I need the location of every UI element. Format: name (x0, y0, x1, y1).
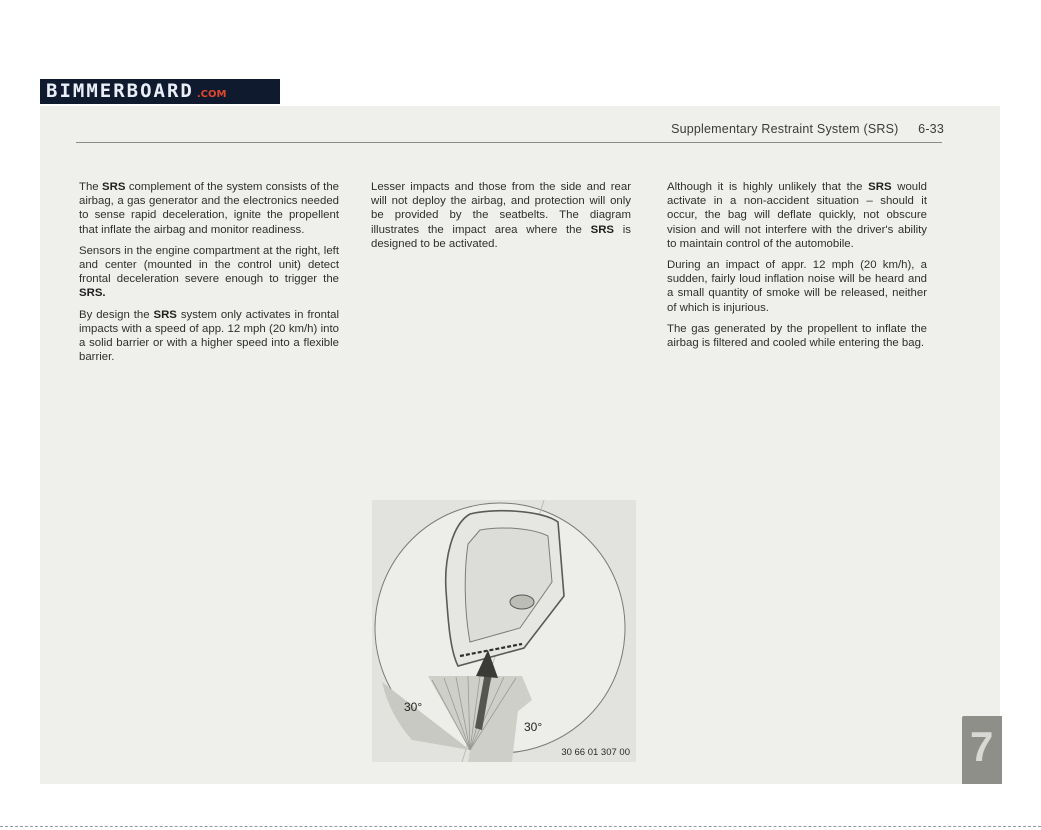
section-number: 7 (970, 723, 994, 770)
site-logo (40, 79, 280, 104)
page-header (671, 122, 944, 136)
header-title: Supplementary Restraint System (SRS) (671, 122, 899, 136)
paragraph: During an impact of appr. 12 mph (20 km/h), a sudden, fairly loud inflation noise will be heard and a small quantity of smoke will be released, neither of which is injurious. (667, 259, 927, 314)
manual-page (40, 106, 1000, 784)
emphasis: SRS (153, 308, 177, 321)
angle-label-right: 30° (524, 720, 543, 734)
logo-suffix: .COM (196, 88, 227, 100)
impact-area-diagram (372, 500, 636, 762)
section-tab (962, 716, 1002, 784)
angle-label-left: 30° (404, 700, 423, 714)
emphasis: SRS (102, 181, 126, 193)
paragraph: The SRS complement of the system consists of the airbag, a gas generator and the electronics needed to sense rapid deceleration, ignite the propellent that inflate the airbag and monitor readiness. (79, 181, 339, 236)
paragraph: Lesser impacts and those from the side and rear will not deploy the airbag, and protection will only be provided by the seatbelts. The diagram illustrates the impact area where the SRS is designed to be activated. (371, 181, 631, 250)
emphasis: SRS (868, 181, 892, 193)
page-number: 6-33 (918, 122, 944, 136)
paragraph: The gas generated by the propellent to inflate the airbag is filtered and cooled while entering the bag. (667, 322, 927, 350)
figure-code: 30 66 01 307 00 (561, 747, 630, 758)
paragraph: Although it is highly unlikely that the SRS would activate in a non-accident situation – should it occur, the bag will deflate quickly, not obscure vision and will not interfere with the driver's ability to maintain control of the automobile. (667, 181, 927, 250)
paragraph: Sensors in the engine compartment at the right, left and center (mounted in the control unit) detect frontal deceleration severe enough to trigger the SRS. (79, 244, 339, 300)
emphasis: SRS (590, 223, 615, 236)
steering-wheel (510, 595, 534, 609)
logo-wordmark: BIMMERBOARD (46, 80, 194, 102)
text-column-middle (371, 180, 631, 258)
text-column-right (667, 180, 927, 357)
paragraph: By design the SRS system only activates in frontal impacts with a speed of app. 12 mph (20 km/h) into a solid barrier or with a higher speed into a flexible barrier. (79, 308, 339, 364)
diagram-drawing (372, 500, 636, 762)
emphasis: SRS. (79, 287, 106, 300)
header-rule (76, 142, 942, 143)
text-column-left (79, 180, 339, 371)
page-border (0, 826, 1041, 827)
